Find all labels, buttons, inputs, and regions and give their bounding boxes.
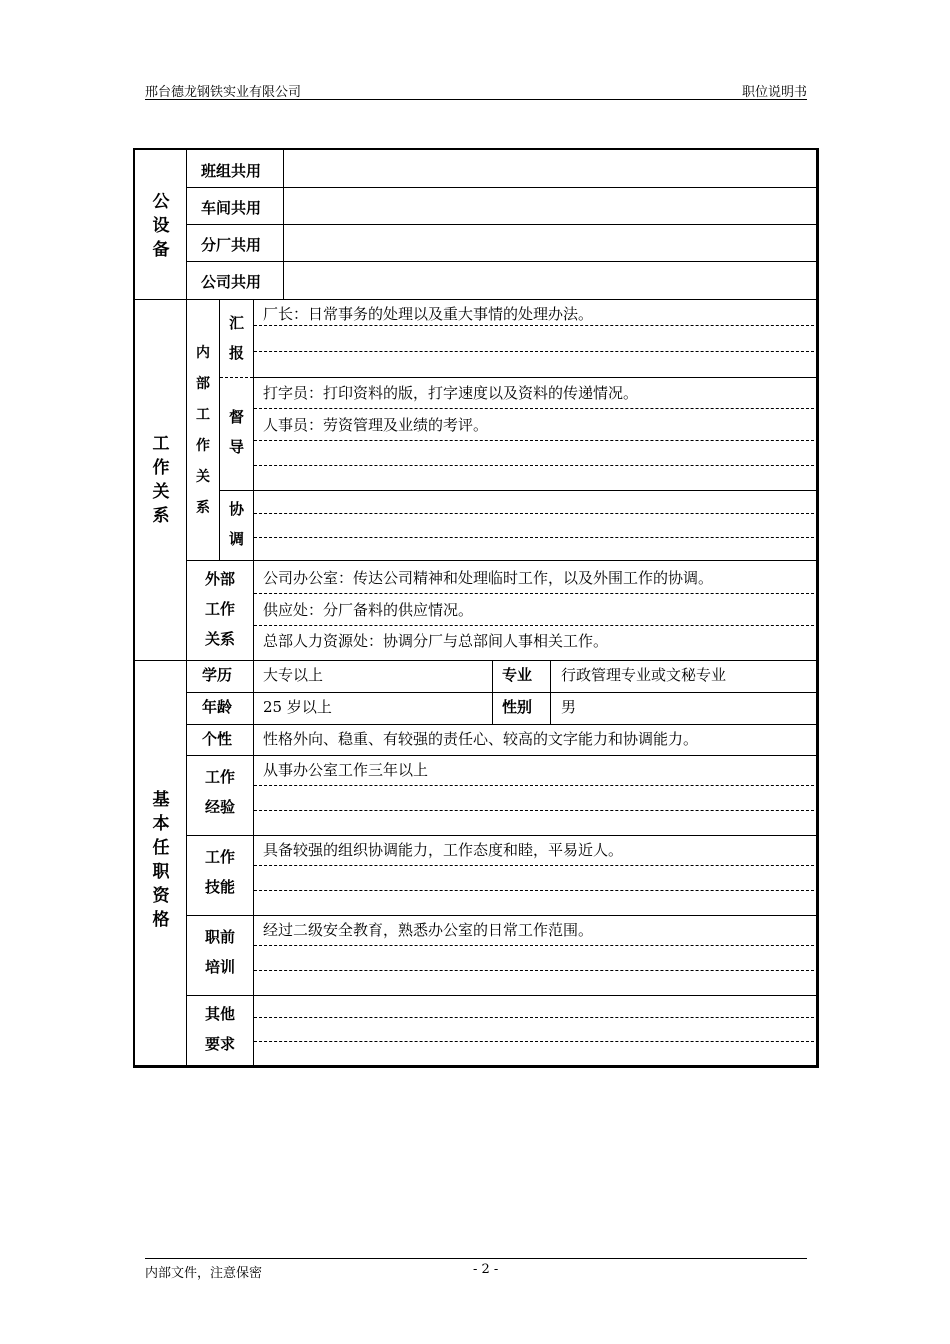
experience-value: 从事办公室工作三年以上 — [263, 761, 429, 779]
personality-label: 个性 — [202, 730, 233, 748]
training-label: 职前 培训 — [204, 928, 235, 976]
equipment-row-team: 班组共用 — [201, 162, 262, 180]
age-value: 25 岁以上 — [263, 698, 332, 716]
page-number: - 2 - — [473, 1262, 499, 1277]
gender-value: 男 — [561, 698, 577, 716]
age-label: 年龄 — [202, 698, 233, 716]
equipment-section-label: 公 设 备 — [152, 192, 170, 260]
skills-value: 具备较强的组织协调能力，工作态度和睦，平易近人。 — [263, 841, 624, 859]
experience-label: 工作 经验 — [204, 768, 235, 816]
equipment-row-workshop: 车间共用 — [201, 199, 262, 217]
relations-section-label: 工 作 关 系 — [152, 434, 170, 526]
supervise-label: 督 导 — [228, 408, 244, 456]
supervise-line-2: 人事员：劳资管理及业绩的考评。 — [263, 416, 489, 434]
gender-label: 性别 — [502, 698, 533, 716]
external-relations-label: 外部 工作 关系 — [204, 570, 235, 648]
equipment-row-branch: 分厂共用 — [201, 236, 262, 254]
external-line-3: 总部人力资源处：协调分厂与总部间人事相关工作。 — [263, 632, 609, 650]
personality-value: 性格外向、稳重、有较强的责任心、较高的文字能力和协调能力。 — [263, 730, 699, 748]
coordinate-label: 协 调 — [228, 500, 244, 548]
other-requirements-label: 其他 要求 — [204, 1005, 235, 1053]
document-type: 职位说明书 — [741, 85, 807, 100]
equipment-row-company: 公司共用 — [201, 273, 262, 291]
external-line-1: 公司办公室：传达公司精神和处理临时工作，以及外围工作的协调。 — [263, 569, 714, 587]
training-value: 经过二级安全教育，熟悉办公室的日常工作范围。 — [263, 921, 594, 939]
qualification-section-label: 基 本 任 职 资 格 — [152, 790, 170, 930]
job-description-table — [133, 148, 819, 1068]
page-footer — [145, 1258, 807, 1281]
internal-relations-label: 内 部 工 作 关 系 — [196, 345, 210, 516]
major-value: 行政管理专业或文秘专业 — [561, 666, 727, 684]
confidential-note: 内部文件，注意保密 — [145, 1266, 263, 1281]
supervise-line-1: 打字员：打印资料的版，打字速度以及资料的传递情况。 — [263, 384, 639, 402]
skills-label: 工作 技能 — [204, 848, 235, 896]
external-line-2: 供应处：分厂备料的供应情况。 — [263, 601, 474, 619]
report-label: 汇 报 — [228, 314, 244, 362]
education-value: 大专以上 — [263, 666, 324, 684]
report-line-1: 厂长：日常事务的处理以及重大事情的处理办法。 — [263, 305, 594, 323]
page-header — [145, 81, 807, 100]
education-label: 学历 — [202, 666, 233, 684]
major-label: 专业 — [502, 666, 533, 684]
company-name: 邢台德龙钢铁实业有限公司 — [145, 85, 302, 100]
